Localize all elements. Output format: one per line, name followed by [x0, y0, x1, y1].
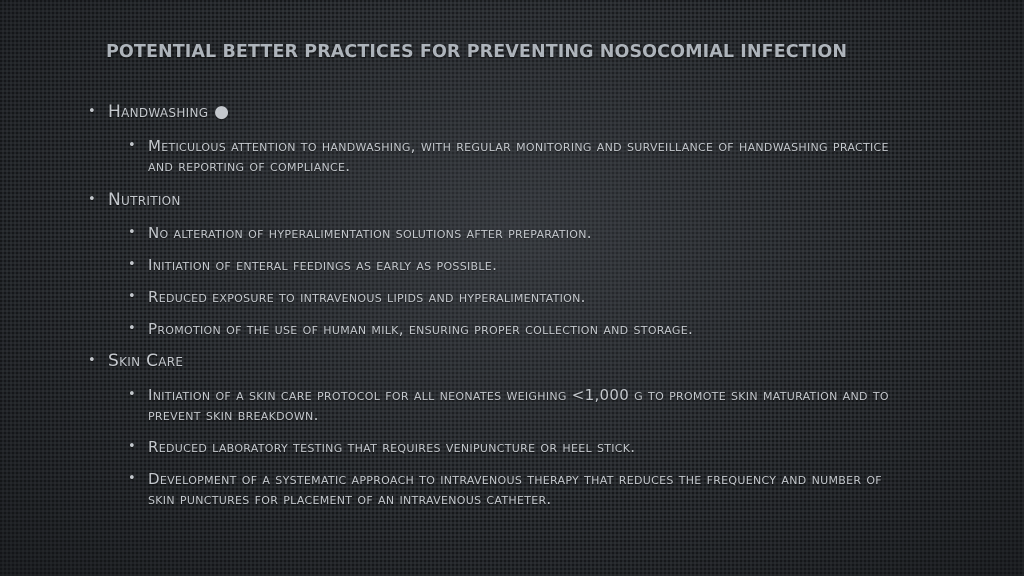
list-item [128, 319, 693, 339]
list-item-text: Promotion of the use of human milk, ensuring proper collection and storage. [148, 320, 694, 338]
section-heading-label: Skin Care [108, 351, 184, 371]
list-item [128, 469, 908, 509]
bullet-icon: • [128, 387, 136, 402]
bullet-icon: • [128, 289, 136, 304]
section-heading-label: Nutrition [108, 190, 181, 210]
list-item-text: Reduced exposure to intravenous lipids and hyperalimentation. [148, 288, 586, 306]
list-item [128, 136, 908, 176]
bullet-icon: • [128, 225, 136, 240]
list-item-text: Initiation of enteral feedings as early as possible. [148, 256, 498, 274]
list-item [128, 287, 586, 307]
slide-title: POTENTIAL BETTER PRACTICES FOR PREVENTING NOSOCOMIAL INFECTION [106, 42, 848, 62]
bullet-icon: • [128, 471, 136, 486]
section-heading-handwashing [88, 102, 229, 122]
bullet-icon: • [128, 257, 136, 272]
list-item [128, 223, 592, 243]
list-item [128, 437, 635, 457]
list-item-text: No alteration of hyperalimentation solutions after preparation. [148, 224, 592, 242]
bullet-icon: • [88, 104, 96, 119]
bullet-icon: • [128, 321, 136, 336]
list-item-text: Initiation of a skin care protocol for all neonates weighing <1,000 g to promote skin maturation and to prevent skin breakdown. [148, 386, 889, 424]
section-heading-skin-care [88, 351, 183, 371]
list-item-text: Development of a systematic approach to intravenous therapy that reduces the frequency and number of skin punctures for placement of an intravenous catheter. [148, 470, 882, 508]
list-item-text: Meticulous attention to handwashing, with regular monitoring and surveillance of handwashing practice and reporting of compliance. [148, 137, 889, 175]
bullet-icon: • [128, 138, 136, 153]
bullet-icon: • [88, 353, 96, 368]
section-heading-nutrition [88, 190, 181, 210]
section-heading-label: Handwashing ● [108, 102, 230, 122]
list-item [128, 255, 497, 275]
list-item [128, 385, 908, 425]
bullet-icon: • [128, 439, 136, 454]
bullet-icon: • [88, 192, 96, 207]
list-item-text: Reduced laboratory testing that requires venipuncture or heel stick. [148, 438, 636, 456]
